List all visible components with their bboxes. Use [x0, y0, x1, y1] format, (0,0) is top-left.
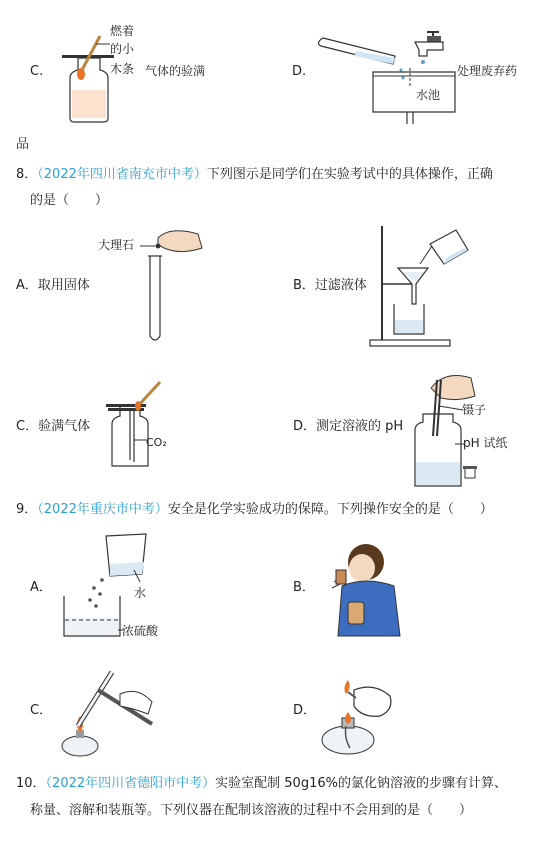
q9-text: 安全是化学实验成功的保障。下列操作安全的是（ ） — [167, 502, 493, 517]
q9-number: 9． — [16, 502, 38, 517]
q7-c-caption: 气体的验满 — [145, 64, 206, 78]
q9-option-c: C． — [30, 703, 53, 718]
q8-source: （2022年四川省南充市中考） — [37, 167, 207, 182]
q8-question-line2: 的是（ ） — [30, 193, 109, 208]
q10-source: （2022年四川省德阳市中考） — [45, 776, 216, 791]
q8-text1: 下列图示是同学们在实验考试中的具体操作，正确 — [206, 167, 493, 182]
q7-c-label-line2: 的小 — [110, 42, 135, 56]
q9-a-label-acid: 浓硫酸 — [122, 624, 159, 638]
q7-c-label-line1: 燃着 — [110, 24, 135, 38]
q9-b-boy-smelling-illustration — [318, 540, 408, 636]
q8-question-line1 — [16, 167, 493, 183]
q10-text1: 实验室配制 50g16%的氯化钠溶液的步骤有计算、 — [215, 776, 507, 791]
q9-option-a: A． — [30, 580, 52, 595]
q7-d-caption-continuation: 品 — [16, 137, 30, 152]
q8-a-label-marble: 大理石 — [98, 238, 135, 252]
q10-question-line2: 称量、溶解和装瓶等。下列仪器在配制该溶液的过程中不会用到的是（ ） — [30, 803, 473, 818]
q9-source: （2022年重庆市中考） — [37, 502, 168, 517]
q9-d-alcohol-lamps-illustration — [316, 666, 396, 758]
q8-d-label-ph-paper: pH 试纸 — [463, 436, 508, 450]
q8-a-test-tube-illustration — [140, 226, 210, 346]
q9-option-d: D． — [293, 703, 317, 718]
q8-c-co2-bottle-illustration — [104, 380, 164, 472]
q8-option-a: A．取用固体 — [16, 278, 90, 293]
q7-c-label-line3: 木条 — [110, 62, 135, 76]
q7-option-d-letter: D. — [292, 64, 307, 79]
q7-d-pool-label: 水池 — [416, 88, 441, 102]
q9-question-line — [16, 502, 493, 518]
q7-d-caption: 处理废弃药 — [457, 64, 518, 78]
q8-d-ph-test-illustration — [405, 368, 515, 486]
q9-option-b: B． — [293, 580, 315, 595]
q9-c-heating-illustration — [58, 650, 158, 762]
q10-number: 10． — [16, 776, 46, 791]
q7-option-c-letter: C. — [30, 64, 44, 79]
q8-d-label-tweezers: 镊子 — [462, 403, 487, 417]
q7-c-gas-bottle-illustration — [58, 30, 118, 125]
q7-d-sink-illustration — [315, 28, 460, 128]
q8-number: 8． — [16, 167, 38, 182]
q10-question-line1 — [16, 776, 507, 792]
q9-a-label-water: 水 — [134, 586, 147, 600]
q8-option-c: C．验满气体 — [16, 419, 91, 434]
q8-option-d: D．测定溶液的 pH — [293, 419, 404, 434]
q8-c-label-co2: CO₂ — [146, 436, 167, 449]
q8-b-filtration-illustration — [360, 222, 475, 350]
q8-option-b: B．过滤液体 — [293, 278, 367, 293]
